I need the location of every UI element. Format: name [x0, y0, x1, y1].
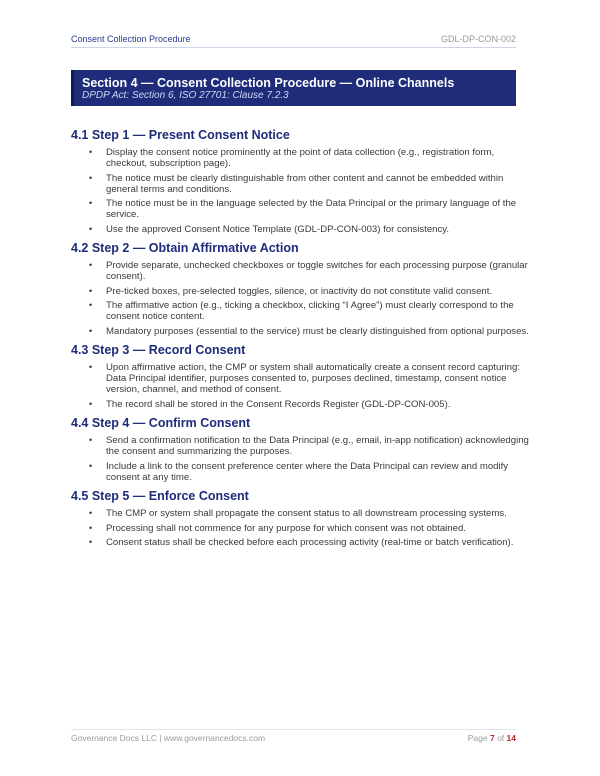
running-header — [71, 34, 516, 48]
list-item-text: Mandatory purposes (essential to the service) must be clearly distinguished from optional purposes. — [106, 325, 529, 337]
list-item-text: The CMP or system shall propagate the consent status to all downstream processing systems. — [106, 508, 507, 520]
list-item — [71, 224, 531, 235]
list-item-text: Processing shall not commence for any purpose for which consent was not obtained. — [106, 522, 466, 534]
bullet-icon: • — [89, 398, 93, 409]
step-heading: 4.4 Step 4 — Confirm Consent — [71, 416, 251, 431]
list-item — [71, 173, 531, 196]
bullet-icon: • — [89, 223, 93, 234]
page-of: of — [497, 733, 505, 743]
page-number — [468, 733, 516, 743]
procedure-step-section — [71, 488, 531, 548]
list-item-text: Pre-ticked boxes, pre-selected toggles, silence, or inactivity do not constitute valid consent. — [106, 285, 493, 297]
bullet-icon: • — [89, 361, 93, 372]
list-item-text: Include a link to the consent preference center where the Data Principal can review and modify consent at any time. — [106, 460, 509, 483]
bullet-icon: • — [89, 522, 93, 533]
list-item — [71, 326, 531, 337]
list-item-text: The notice must be in the language selected by the Data Principal or the primary language of the service. — [106, 198, 517, 221]
list-item-text: Consent status shall be checked before each processing activity (real-time or batch verification). — [106, 536, 514, 548]
bullet-icon: • — [89, 508, 93, 519]
bullet-icon: • — [89, 325, 93, 336]
list-item-text: The affirmative action (e.g., ticking a checkbox, clicking “I Agree”) must clearly correspond to the consent notice content. — [106, 299, 514, 323]
list-item — [71, 435, 531, 458]
section-title: Section 4 — Consent Collection Procedure — Online Channels — [82, 76, 455, 90]
step-bullet-list — [71, 435, 531, 483]
list-item — [71, 147, 531, 170]
list-item — [71, 362, 531, 396]
section-references: DPDP Act: Section 6, ISO 27701: Clause 7.2.3 — [82, 90, 289, 101]
bullet-icon: • — [89, 536, 93, 547]
step-heading: 4.1 Step 1 — Present Consent Notice — [71, 128, 290, 142]
list-item — [71, 399, 531, 410]
list-item-text: Use the approved Consent Notice Template (GDL-DP-CON-003) for consistency. — [106, 223, 450, 235]
list-item — [71, 508, 531, 519]
bullet-icon: • — [89, 198, 93, 209]
procedure-step-section — [71, 127, 531, 235]
document-id: GDL-DP-CON-002 — [440, 34, 516, 44]
list-item — [71, 286, 531, 297]
list-item — [71, 461, 531, 484]
document-title: Consent Collection Procedure — [71, 34, 191, 44]
list-item-text: The notice must be clearly distinguishable from other content and cannot be embedded within general terms and conditions. — [106, 172, 504, 195]
list-item-text: Provide separate, unchecked checkboxes or toggle switches for each processing purpose (granular consent). — [106, 260, 528, 283]
section-banner — [71, 70, 516, 106]
list-item-text: The record shall be stored in the Consent Records Register (GDL-DP-CON-005). — [106, 398, 451, 410]
step-heading: 4.2 Step 2 — Obtain Affirmative Action — [71, 241, 299, 256]
step-heading: 4.3 Step 3 — Record Consent — [71, 342, 246, 357]
page-current: 7 — [489, 733, 495, 743]
bullet-icon: • — [89, 147, 93, 157]
bullet-icon: • — [89, 260, 93, 271]
list-item — [71, 537, 531, 548]
list-item-text: Send a confirmation notification to the Data Principal (e.g., email, in-app notification) acknowledging the consent and summarizing the purposes. — [106, 435, 529, 458]
page-total: 14 — [506, 733, 516, 743]
bullet-icon: • — [89, 285, 93, 296]
bullet-icon: • — [89, 299, 93, 310]
procedure-step-section — [71, 240, 531, 337]
section-content — [71, 127, 531, 553]
bullet-icon: • — [89, 172, 93, 183]
step-bullet-list — [71, 260, 531, 337]
footer-company: Governance Docs LLC | www.governancedocs.com — [71, 733, 266, 743]
step-bullet-list — [71, 508, 531, 548]
procedure-step-section — [71, 342, 531, 410]
list-item — [71, 300, 531, 323]
bullet-icon: • — [89, 460, 93, 471]
step-bullet-list — [71, 147, 531, 235]
page-footer — [71, 729, 516, 743]
step-heading: 4.5 Step 5 — Enforce Consent — [71, 489, 249, 504]
page-prefix: Page — [467, 733, 488, 743]
list-item-text: Display the consent notice prominently at the point of data collection (e.g., registration form, checkout, subscription page). — [106, 147, 495, 170]
list-item — [71, 260, 531, 283]
list-item — [71, 198, 531, 221]
list-item-text: Upon affirmative action, the CMP or system shall automatically create a consent record capturing: Data Principal identifier, purposes consented to, purposes declined, timestamp, consent notice version, channel, and method of consent. — [106, 361, 520, 396]
procedure-step-section — [71, 415, 531, 483]
bullet-icon: • — [89, 435, 93, 446]
step-bullet-list — [71, 362, 531, 410]
list-item — [71, 523, 531, 534]
